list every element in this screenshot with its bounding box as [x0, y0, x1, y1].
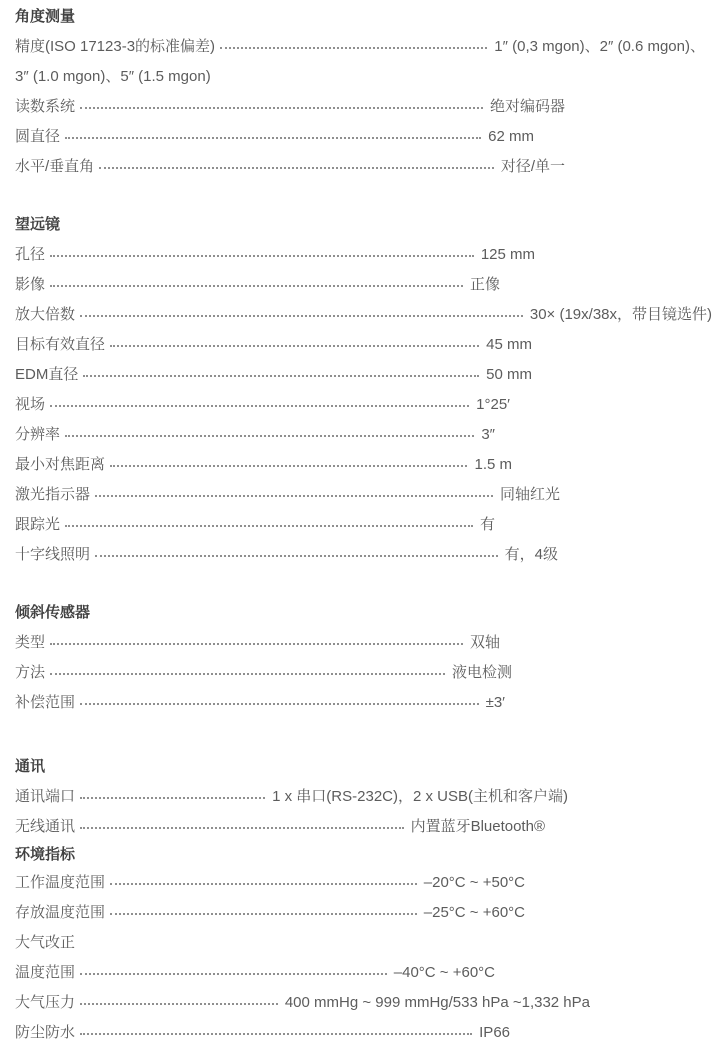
spec-label: 水平/垂直角 [15, 158, 95, 175]
dot-leader [80, 1003, 278, 1005]
spec-label: 大气压力 [15, 994, 76, 1011]
spec-label: 圆直径 [15, 128, 61, 145]
spec-value: 30× (19x/38x，带目镜选件) [529, 306, 712, 323]
dot-leader [80, 973, 387, 975]
spec-row [15, 658, 512, 688]
spec-label: 精度(ISO 17123-3的标准偏差) [15, 38, 216, 55]
spec-row [15, 390, 510, 420]
section-communication [15, 752, 710, 842]
section-telescope [15, 210, 710, 570]
spec-row [15, 152, 565, 182]
spec-row [15, 330, 532, 360]
spec-value: IP66 [479, 1024, 510, 1041]
spec-row [15, 782, 568, 812]
dot-leader [50, 255, 474, 257]
spec-value: 正像 [469, 276, 500, 293]
dot-leader [83, 375, 479, 377]
spec-value: 50 mm [486, 366, 532, 383]
spec-value: 1 x 串口(RS-232C)，2 x USB(主机和客户端) [272, 788, 568, 805]
spec-value: 125 mm [480, 246, 535, 263]
subsection-label: 大气改正 [15, 934, 76, 951]
spec-label: 影像 [15, 276, 46, 293]
spec-label: 放大倍数 [15, 306, 76, 323]
spec-row [15, 1018, 510, 1048]
spec-value: 有，4级 [504, 546, 558, 563]
spec-label: 存放温度范围 [15, 904, 106, 921]
spec-row [15, 480, 560, 510]
section-environmental [15, 842, 710, 1048]
spec-row [15, 988, 590, 1018]
spec-value: 对径/单一 [500, 158, 565, 175]
spec-value: ±3′ [485, 694, 505, 711]
spec-value: –40°C ~ +60°C [393, 964, 495, 981]
spec-value: 45 mm [486, 336, 532, 353]
dot-leader [95, 495, 493, 497]
spec-row [15, 420, 495, 450]
spec-row [15, 928, 710, 958]
spec-value: –20°C ~ +50°C [423, 874, 525, 891]
spec-label: 最小对焦距离 [15, 456, 106, 473]
spec-label: 工作温度范围 [15, 874, 106, 891]
spec-row [15, 898, 525, 928]
spec-label: 十字线照明 [15, 546, 91, 563]
spec-value: 有 [479, 516, 495, 533]
spec-row [15, 300, 712, 330]
spec-label: 视场 [15, 396, 46, 413]
dot-leader [50, 285, 463, 287]
dot-leader [80, 1033, 472, 1035]
dot-leader [65, 435, 474, 437]
spec-value: –25°C ~ +60°C [423, 904, 525, 921]
spec-label: 方法 [15, 664, 46, 681]
section-heading: 望远镜 [15, 216, 61, 233]
spec-row [15, 450, 512, 480]
spec-row [15, 540, 558, 570]
spec-label: 孔径 [15, 246, 46, 263]
dot-leader [65, 137, 481, 139]
spec-value: 1°25′ [476, 396, 510, 413]
spec-row [15, 122, 534, 152]
spec-label: 类型 [15, 634, 46, 651]
spec-row [15, 240, 535, 270]
spec-label: EDM直径 [15, 366, 79, 383]
spec-row [15, 868, 525, 898]
spec-label: 跟踪光 [15, 516, 61, 533]
spec-label: 激光指示器 [15, 486, 91, 503]
section-heading: 环境指标 [15, 846, 76, 863]
dot-leader [80, 315, 523, 317]
spec-value: 绝对编码器 [489, 98, 565, 115]
spec-label: 分辨率 [15, 426, 61, 443]
spec-value: 1.5 m [474, 456, 512, 473]
dot-leader [80, 703, 479, 705]
dot-leader [80, 827, 404, 829]
dot-leader [110, 883, 417, 885]
spec-value: 1″ (0,3 mgon)、2″ (0.6 mgon)、 [494, 38, 705, 55]
dot-leader [50, 673, 445, 675]
spec-row [15, 270, 500, 300]
spec-row [15, 628, 500, 658]
dot-leader [110, 913, 417, 915]
dot-leader [95, 555, 498, 557]
spec-row [15, 812, 545, 842]
section-heading: 角度测量 [15, 8, 76, 25]
spec-label: 读数系统 [15, 98, 76, 115]
spec-label: 温度范围 [15, 964, 76, 981]
spec-label: 目标有效直径 [15, 336, 106, 353]
spec-value-continuation: 3″ (1.0 mgon)、5″ (1.5 mgon) [15, 68, 211, 85]
dot-leader [110, 465, 467, 467]
dot-leader [80, 107, 483, 109]
spec-value: 400 mmHg ~ 999 mmHg/533 hPa ~1,332 hPa [284, 994, 590, 1011]
spec-row [15, 958, 495, 988]
spec-value: 同轴红光 [499, 486, 560, 503]
dot-leader [220, 47, 487, 49]
spec-value: 液电检测 [451, 664, 512, 681]
spec-label: 补偿范围 [15, 694, 76, 711]
spec-label: 通讯端口 [15, 788, 76, 805]
section-tilt-sensor [15, 598, 710, 718]
spec-row [15, 688, 505, 718]
spec-value: 3″ [481, 426, 495, 443]
section-angle-measurement [15, 2, 710, 182]
dot-leader [65, 525, 473, 527]
spec-value: 62 mm [488, 128, 534, 145]
spec-row [15, 360, 532, 390]
spec-label: 防尘防水 [15, 1024, 76, 1041]
spec-label: 无线通讯 [15, 818, 76, 835]
dot-leader [110, 345, 479, 347]
spec-value: 双轴 [469, 634, 500, 651]
dot-leader [99, 167, 494, 169]
dot-leader [80, 797, 265, 799]
dot-leader [50, 643, 463, 645]
section-heading: 通讯 [15, 758, 46, 775]
spec-row [15, 510, 495, 540]
dot-leader [50, 405, 469, 407]
spec-row [15, 32, 705, 62]
section-heading: 倾斜传感器 [15, 604, 91, 621]
spec-value: 内置蓝牙Bluetooth® [410, 818, 545, 835]
spec-row [15, 92, 565, 122]
